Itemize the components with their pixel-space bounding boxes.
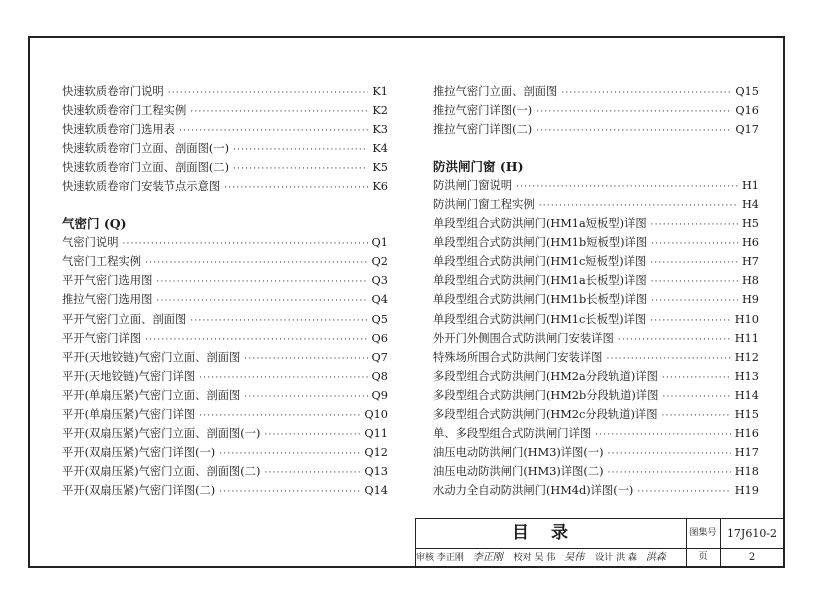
toc-entry <box>433 233 759 252</box>
leader-dots <box>662 388 730 407</box>
leader-dots <box>233 141 368 160</box>
leader-dots <box>651 235 738 254</box>
toc-entry-title: 单段型组合式防洪闸门(HM1b短板型)详图 <box>433 236 648 250</box>
leader-dots <box>190 312 367 331</box>
toc-entry-title: 平开(天地铰链)气密门立面、剖面图 <box>62 350 241 364</box>
toc-entry <box>62 139 388 158</box>
toc-entry-title: 多段型组合式防洪闸门(HM2a分段轨道)详图 <box>433 369 658 383</box>
toc-entry <box>62 443 388 462</box>
toc-entry <box>433 120 759 139</box>
toc-entry <box>62 310 388 329</box>
leader-dots <box>156 292 367 311</box>
toc-entry <box>62 158 388 177</box>
leader-dots <box>651 292 738 311</box>
toc-entry <box>433 252 759 271</box>
leader-dots <box>651 216 738 235</box>
toc-entry <box>433 101 759 120</box>
toc-entry-code: Q10 <box>364 407 388 421</box>
toc-entry-title: 平开(单扇压紧)气密门立面、剖面图 <box>62 388 241 402</box>
section-heading-h: 防洪闸门窗 (H) <box>433 159 524 175</box>
toc-entry-title: 推拉气密门立面、剖面图 <box>433 85 558 98</box>
toc-entry-title: 平开气密门立面、剖面图 <box>62 312 187 326</box>
leader-dots <box>608 445 731 464</box>
leader-dots <box>618 331 731 350</box>
leader-dots <box>651 273 738 292</box>
toc-entry <box>62 367 388 386</box>
toc-entry <box>433 310 759 329</box>
toc-entry <box>62 481 388 500</box>
toc-entry-title: 单段型组合式防洪闸门(HM1c长板型)详图 <box>433 312 647 326</box>
toc-entry-code: H7 <box>741 255 759 269</box>
leader-dots <box>190 103 368 122</box>
toc-entry-title: 推拉气密门选用图 <box>62 293 153 307</box>
toc-entry-title: 单、多段型组合式防洪闸门详图 <box>433 426 592 440</box>
toc-entry <box>433 405 759 424</box>
leader-dots <box>637 483 730 502</box>
toc-entry-code: Q9 <box>371 388 388 402</box>
toc-entry-code: H13 <box>734 369 759 383</box>
toc-entry-title: 快速软质卷帘门工程实例 <box>62 104 187 118</box>
toc-entry-title: 平开(双扇压紧)气密门详图(二) <box>62 483 216 497</box>
leader-dots <box>233 160 368 179</box>
toc-entry-code: Q1 <box>371 236 388 250</box>
page-number: 2 <box>748 552 756 563</box>
leader-dots <box>219 483 360 502</box>
toc-entry-title: 平开(双扇压紧)气密门立面、剖面图(一) <box>62 426 261 440</box>
toc-entry-code: Q16 <box>735 104 759 118</box>
toc-entry-code: H17 <box>734 445 759 459</box>
toc-entry-title: 快速软质卷帘门安装节点示意图 <box>62 180 221 194</box>
toc-entry-code: Q4 <box>371 293 388 307</box>
toc-entry-title: 防洪闸门窗说明 <box>433 179 513 193</box>
reviewer-name: 李正刚 <box>436 553 464 563</box>
toc-entry-title: 平开(双扇压紧)气密门详图(一) <box>62 445 216 459</box>
leader-dots <box>264 426 360 445</box>
toc-entry <box>433 214 759 233</box>
leader-dots <box>561 84 731 103</box>
toc-entry-title: 快速软质卷帘门立面、剖面图(一) <box>62 142 229 156</box>
toc-entry <box>62 82 388 101</box>
toc-entry-code: Q11 <box>364 426 388 440</box>
section-heading-q: 气密门 (Q) <box>62 216 127 232</box>
leader-dots <box>536 103 731 122</box>
toc-entry-title: 单段型组合式防洪闸门(HM1a长板型)详图 <box>433 274 647 288</box>
toc-entry-title: 快速软质卷帘门选用表 <box>62 123 175 137</box>
toc-entry-title: 快速软质卷帘门说明 <box>62 85 164 98</box>
toc-entry-code: Q5 <box>371 312 388 326</box>
toc-entry-title: 气密门工程实例 <box>62 255 142 269</box>
toc-entry-code: H6 <box>741 236 759 250</box>
toc-entry <box>433 329 759 348</box>
toc-entry-code: H19 <box>734 483 759 497</box>
atlas-number: 17J610-2 <box>726 527 778 540</box>
toc-entry-code: H12 <box>734 350 759 364</box>
toc-entry-title: 单段型组合式防洪闸门(HM1a短板型)详图 <box>433 217 647 231</box>
toc-entry-code: H4 <box>741 198 759 212</box>
toc-entry <box>62 424 388 443</box>
toc-entry <box>62 462 388 481</box>
toc-entry-code: H15 <box>734 407 759 421</box>
toc-entry <box>62 271 388 290</box>
leader-dots <box>244 350 367 369</box>
toc-entry <box>62 177 388 196</box>
designer-name: 洪 森 <box>616 553 637 563</box>
toc-entry <box>433 176 759 195</box>
title-block-title: 目录 <box>512 523 590 543</box>
leader-dots <box>536 122 731 141</box>
toc-entry-title: 平开气密门详图 <box>62 331 142 345</box>
leader-dots <box>145 254 367 273</box>
toc-entry-code: H9 <box>741 293 759 307</box>
toc-entry <box>433 386 759 405</box>
toc-entry-code: K6 <box>372 180 388 194</box>
leader-dots <box>595 426 731 445</box>
toc-entry <box>433 82 759 101</box>
toc-entry-title: 气密门说明 <box>62 236 119 250</box>
toc-right-column <box>433 82 759 500</box>
toc-entry <box>62 252 388 271</box>
toc-left-column <box>62 82 388 500</box>
toc-entry-title: 平开(天地铰链)气密门详图 <box>62 369 196 383</box>
toc-entry-code: K5 <box>372 161 388 175</box>
toc-entry <box>62 329 388 348</box>
checker-name: 吴 伟 <box>534 553 556 563</box>
toc-entry-title: 多段型组合式防洪闸门(HM2c分段轨道)详图 <box>433 407 658 421</box>
design-label: 设计 <box>595 553 614 563</box>
toc-entry-code: Q8 <box>371 369 388 383</box>
toc-entry-code: Q6 <box>371 331 388 345</box>
toc-entry-title: 平开(双扇压紧)气密门立面、剖面图(二) <box>62 464 261 478</box>
toc-entry-code: Q7 <box>371 350 388 364</box>
toc-entry-title: 平开气密门选用图 <box>62 274 153 288</box>
check-label: 校对 <box>513 553 532 563</box>
leader-dots <box>650 254 738 273</box>
toc-entry-title: 推拉气密门详图(二) <box>433 123 533 137</box>
toc-entry-title: 油压电动防洪闸门(HM3)详图(二) <box>433 464 604 478</box>
toc-entry-code: K2 <box>372 104 388 118</box>
leader-dots <box>662 407 731 426</box>
toc-entry-title: 多段型组合式防洪闸门(HM2b分段轨道)详图 <box>433 388 659 402</box>
toc-entry-title: 快速软质卷帘门立面、剖面图(二) <box>62 161 229 175</box>
toc-entry <box>433 348 759 367</box>
toc-entry-code: Q14 <box>364 483 388 497</box>
toc-entry <box>433 481 759 500</box>
toc-entry <box>62 405 388 424</box>
toc-entry-code: H18 <box>734 464 759 478</box>
leader-dots <box>650 312 731 331</box>
reviewer-signature: 李正刚 <box>472 552 503 563</box>
leader-dots <box>264 464 360 483</box>
toc-entry-title: 油压电动防洪闸门(HM3)详图(一) <box>433 445 604 459</box>
toc-entry <box>433 195 759 214</box>
toc-entry-title: 外开门外侧围合式防洪闸门安装详图 <box>433 331 614 345</box>
toc-entry <box>433 367 759 386</box>
toc-entry <box>62 101 388 120</box>
toc-entry <box>62 233 388 252</box>
toc-entry <box>62 348 388 367</box>
toc-entry <box>62 290 388 309</box>
toc-entry-title: 单段型组合式防洪闸门(HM1b长板型)详图 <box>433 293 648 307</box>
toc-entry-title: 特殊场所围合式防洪闸门安装详图 <box>433 350 603 364</box>
toc-entry-title: 推拉气密门详图(一) <box>433 104 533 118</box>
review-label: 审核 <box>416 553 435 563</box>
leader-dots <box>123 235 368 254</box>
toc-entry <box>433 290 759 309</box>
toc-entry-code: H5 <box>741 217 759 231</box>
leader-dots <box>224 179 368 198</box>
leader-dots <box>168 84 369 103</box>
toc-entry-code: H16 <box>734 426 759 440</box>
toc-entry <box>433 271 759 290</box>
toc-entry <box>433 424 759 443</box>
toc-entry <box>433 462 759 481</box>
toc-entry-title: 水动力全自动防洪闸门(HM4d)详图(一) <box>433 483 634 497</box>
toc-entry-code: Q17 <box>735 123 759 137</box>
title-block <box>415 518 784 567</box>
toc-entry <box>433 443 759 462</box>
leader-dots <box>156 273 367 292</box>
toc-entry-code: K4 <box>372 142 388 156</box>
toc-entry-title: 防洪闸门窗工程实例 <box>433 198 535 212</box>
toc-entry-code: H8 <box>741 274 759 288</box>
toc-entry-code: Q3 <box>371 274 388 288</box>
toc-entry-code: H1 <box>741 179 759 193</box>
toc-entry-code: Q12 <box>364 445 388 459</box>
toc-entry-title: 单段型组合式防洪闸门(HM1c短板型)详图 <box>433 255 647 269</box>
leader-dots <box>662 369 731 388</box>
toc-entry-code: Q13 <box>364 464 388 478</box>
toc-entry-code: K3 <box>372 123 388 137</box>
atlas-label: 图集号 <box>689 528 717 538</box>
toc-entry-code: Q15 <box>735 85 759 98</box>
toc-entry <box>62 386 388 405</box>
toc-entry-code: K1 <box>372 85 388 98</box>
designer-signature: 洪森 <box>645 552 666 563</box>
page-label: 页 <box>698 552 708 562</box>
toc-entry <box>62 120 388 139</box>
toc-entry-code: H10 <box>734 312 759 326</box>
toc-entry-code: H11 <box>734 331 759 345</box>
leader-dots <box>244 388 367 407</box>
toc-entry-title: 平开(单扇压紧)气密门详图 <box>62 407 196 421</box>
toc-entry-code: Q2 <box>371 255 388 269</box>
leader-dots <box>516 178 738 197</box>
checker-signature: 吴伟 <box>564 552 585 563</box>
toc-entry-code: H14 <box>734 388 759 402</box>
